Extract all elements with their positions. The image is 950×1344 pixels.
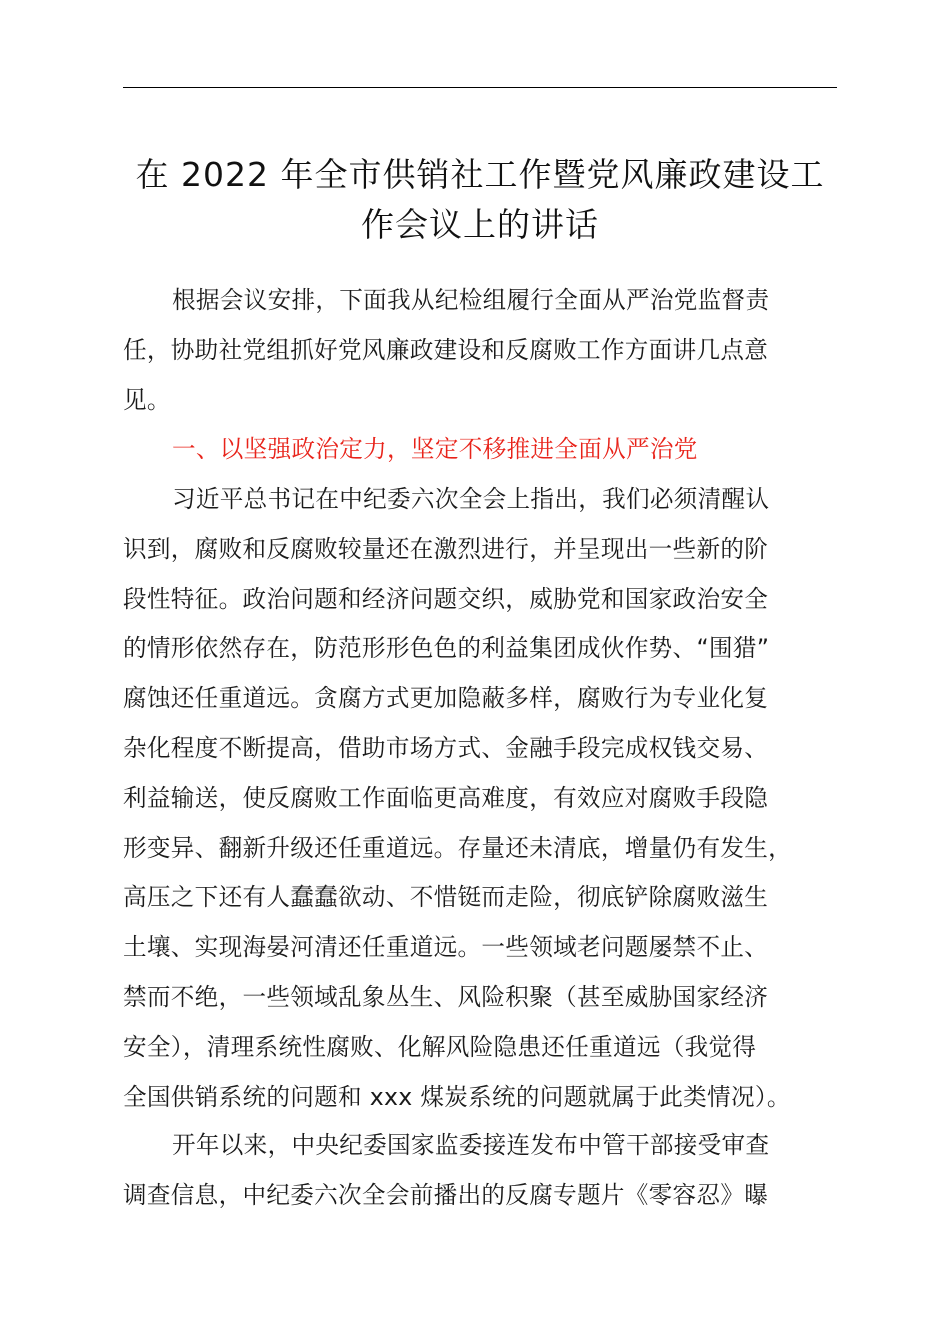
text-line: 识到，腐败和反腐败较量还在激烈进行，并呈现出一些新的阶 bbox=[123, 534, 769, 563]
paragraph-1 bbox=[123, 475, 863, 1122]
text-line: 土壤、实现海晏河清还任重道远。一些领域老问题屡禁不止、 bbox=[123, 933, 769, 962]
paragraph-2 bbox=[123, 1121, 863, 1221]
text-line: 根据会议安排，下面我从纪检组履行全面从严治党监督责 bbox=[172, 286, 770, 314]
text-line: 禁而不绝，一些领域乱象丛生、风险积聚（甚至威胁国家经济 bbox=[123, 982, 769, 1011]
section-heading-1 bbox=[123, 425, 863, 475]
header-rule bbox=[123, 87, 837, 88]
text-line: 杂化程度不断提高，借助市场方式、金融手段完成权钱交易、 bbox=[123, 733, 769, 762]
text-line: 安全），清理系统性腐败、化解风险隐患还任重道远（我觉得 bbox=[123, 1032, 757, 1061]
document-title-line-1: 在 2022 年全市供销社工作暨党风廉政建设工 bbox=[135, 155, 825, 194]
text-line: 段性特征。政治问题和经济问题交织，威胁党和国家政治安全 bbox=[123, 584, 769, 613]
heading-line: 一、以坚强政治定力，坚定不移推进全面从严治党 bbox=[172, 435, 698, 463]
text-line: 腐蚀还任重道远。贪腐方式更加隐蔽多样，腐败行为专业化复 bbox=[123, 684, 769, 713]
text-line: 全国供销系统的问题和 xxx 煤炭系统的问题就属于此类情况）。 bbox=[123, 1082, 791, 1111]
text-line: 开年以来，中央纪委国家监委接连发布中管干部接受审查 bbox=[172, 1131, 770, 1159]
text-line: 习近平总书记在中纪委六次全会上指出，我们必须清醒认 bbox=[172, 485, 770, 513]
paragraph-intro bbox=[123, 276, 863, 425]
text-line: 调查信息，中纪委六次全会前播出的反腐专题片《零容忍》曝 bbox=[123, 1180, 769, 1209]
document-title-line-2: 作会议上的讲话 bbox=[361, 205, 599, 244]
text-line: 的情形依然存在，防范形形色色的利益集团成伙作势、“围猎” bbox=[123, 634, 770, 663]
text-line: 利益输送，使反腐败工作面临更高难度，有效应对腐败手段隐 bbox=[123, 783, 769, 812]
text-line: 高压之下还有人蠢蠢欲动、不惜铤而走险，彻底铲除腐败滋生 bbox=[123, 883, 769, 912]
text-line: 任，协助社党组抓好党风廉政建设和反腐败工作方面讲几点意 bbox=[123, 335, 769, 364]
text-line: 形变异、翻新升级还任重道远。存量还未清底，增量仍有发生， bbox=[123, 833, 793, 862]
text-line: 见。 bbox=[123, 385, 171, 414]
